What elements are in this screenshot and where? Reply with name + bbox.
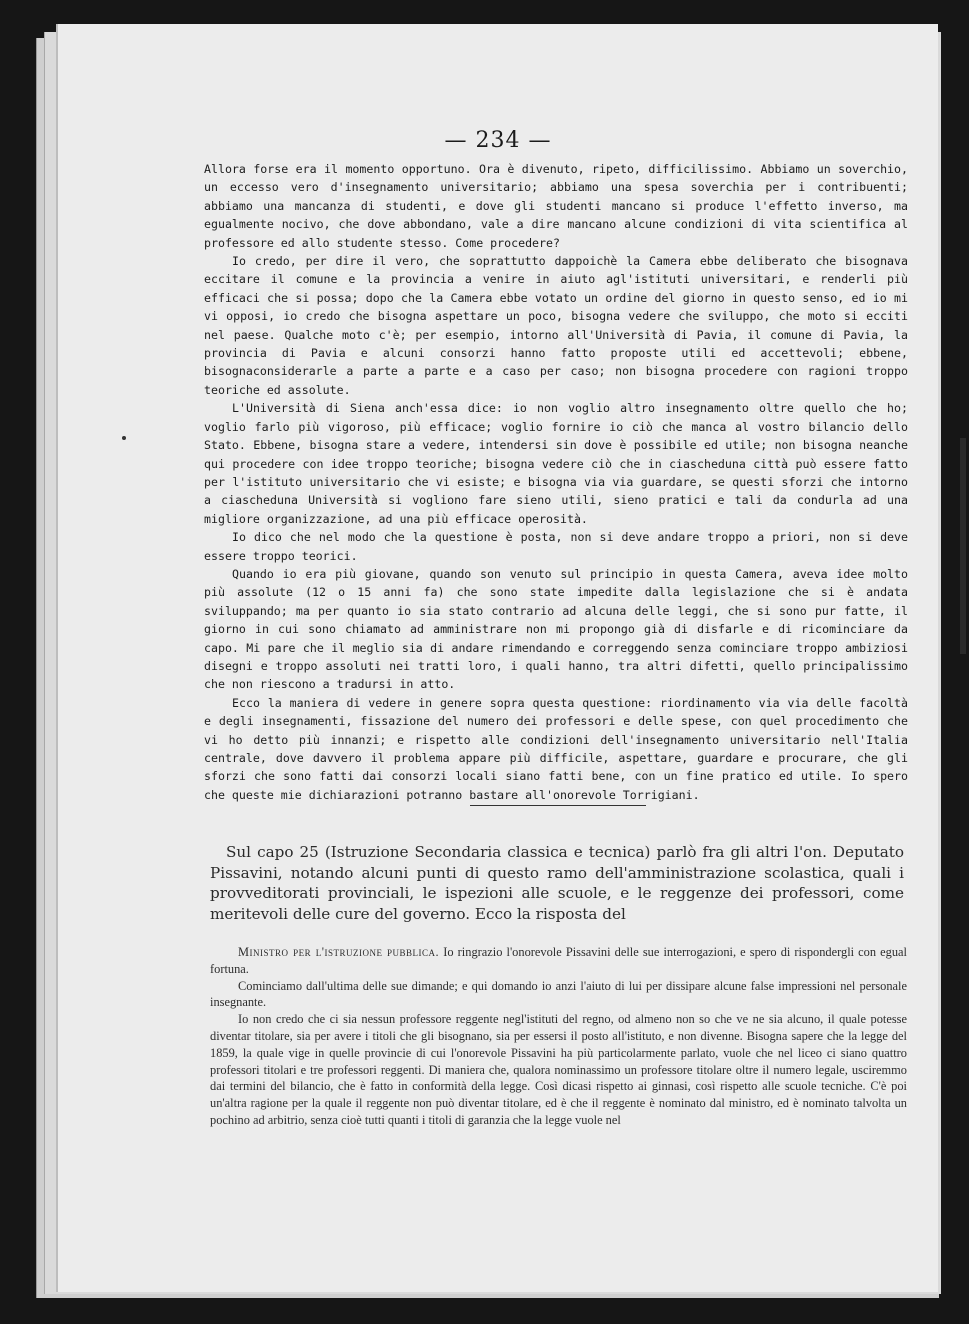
- reply-paragraph: Io non credo che ci sia nessun professore reggente negl'istituti del regno, od almeno non so che ve ne sia alcuno, il quale potesse diventar titolare, sia per avere i titoli che gli bisognano, sia per essersi il posto all'istituto, e non divenne. Bisogna sapere che la legge del 1859, la quale vige in quelle provincie di cui l'onorevole Pissavini ha più particolarmente parlato, vuole che nel liceo ci siano quattro professori titolari e tre professori reggenti. Di maniera che, qualora nominassimo un professore titolare oltre il numero legale, usciremmo dai termini del bilancio, che è fatto in conformità della legge. Così dicasi rispetto ai ginnasi, così rispetto alle scuole tecniche. C'è poi un'altra ragione per la quale il reggente non può diventar titolare, ed è che il reggente è nominato dal ministro, ed è nominato talvolta un pochino ad arbitrio, senza cioè tutti quanti i titoli di garanzia che la legge vuole nel: [210, 1012, 907, 1127]
- speech-paragraph: Quando io era più giovane, quando son venuto sul principio in questa Camera, aveva idee molto più assolute (12 o 15 anni fa) che sono state impedite dalla legislazione che si è andata sviluppando; ma per quanto io sia stato contrario ad alcuna delle leggi, che si sono pur fatte, il giorno in cui sono chiamato ad amministrare non mi propongo già di disfarle e di ricominciare da capo. Mi pare che il meglio sia di andare rimendando e correggendo senza cominciare troppo ambiziosi disegni e troppo assoluti nei tratti loro, i quali hanno, tra altri difetti, quello principalissimo che non riescono a tradursi in atto.: [204, 566, 908, 692]
- speech-paragraph: Allora forse era il momento opportuno. Ora è divenuto, ripeto, difficilissimo. Abbiamo un soverchio, un eccesso vero d'insegnamento universitario; abbiamo una spesa soverchia per i contribuenti; abbiamo una mancanza di studenti, e dove gli studenti mancano si produce l'effetto inverso, ma egualmente nocivo, che dove abbondano, vale a dire mancano alcune condizioni di vita scientifica al professore ed allo studente stesso. Come procedere?: [204, 162, 908, 250]
- speech-text: [204, 160, 908, 804]
- page-number: — 234 —: [444, 128, 552, 153]
- reply-paragraph: [210, 944, 907, 978]
- speech-paragraph: Ecco la maniera di vedere in genere sopra questa questione: riordinamento via via delle facoltà e degli insegnamenti, fissazione del numero dei professori e delle spese, con quel procedimento che vi ho detto più innanzi; e rispetto alle condizioni dell'insegnamento universitario nell'Italia centrale, dove davvero il problema appare più difficile, aspettare, guardare e procurare, che gli sforzi che sono fatti dai consorzi locali siano fatti bene, con un fine pratico ed utile. Io spero che queste mie dichiarazioni potranno bastare all'onorevole Torrigiani.: [204, 695, 908, 802]
- summary-paragraph: Sul capo 25 (Istruzione Secondaria classica e tecnica) parlò fra gli altri l'on. Deputato Pissavini, notando alcuni punti di questo ramo dell'amministrazione scolastica, quali i provveditorati provinciali, le ispezioni alle scuole, e le reggenze dei professori, come meritevoli delle cure del governo. Ecco la risposta del: [210, 843, 904, 923]
- document-page: [58, 24, 938, 1292]
- margin-dot: [122, 436, 126, 440]
- speaker-name: Ministro per l'istruzione pubblica.: [238, 945, 440, 959]
- speech-paragraph: Io credo, per dire il vero, che soprattutto dappoichè la Camera ebbe deliberato che bisognava eccitare il comune e la provincia a venire in aiuto agl'istituti universitari, e renderli più efficaci che si possa; dopo che la Camera ebbe votato un ordine del giorno in questo senso, ed io mi vi opposi, io credo che bisogna aspettare un poco, bisogna vedere che sviluppo, che moto si ecciti nel paese. Qualche moto c'è; per esempio, intorno all'Università di Pavia, il comune di Pavia, la provincia di Pavia e alcuni consorzi hanno fatto proposte utili ed accettevoli; ebbene, bisognaconsiderarle a parte a parte e a caso per caso; non bisogna procedere con ragioni troppo teoriche ed assolute.: [204, 254, 908, 397]
- scan-edge-mark: [960, 438, 966, 654]
- speech-paragraph: Io dico che nel modo che la questione è posta, non si deve andare troppo a priori, non si deve essere troppo teorici.: [204, 530, 908, 563]
- section-divider: [470, 805, 646, 806]
- minister-reply: [210, 944, 907, 1129]
- reply-opening: Io ringrazio l'onorevole Pissavini delle sue interrogazioni, e spero di rispondergli con egual fortuna.: [210, 945, 907, 976]
- speech-paragraph: L'Università di Siena anch'essa dice: io non voglio altro insegnamento oltre quello che ho; voglio farlo più vigoroso, più efficace; voglio fornire io ciò che manca al vostro bilancio dello Stato. Ebbene, bisogna stare a vedere, intendersi sin dove è possibile ed utile; non bisogna neanche qui procedere con idee troppo teoriche; bisogna vedere ciò che in ciascheduna città può essere fatto per l'istituto universitario che vi esiste; e bisogna via via guardare, se questi sforzi che intorno a ciascheduna Università si vogliono fare sieno utili, sieno pratici e tali da condurla ad una migliore organizzazione, ad una più efficace operosità.: [204, 401, 908, 526]
- summary-text: [210, 842, 904, 924]
- reply-paragraph: Cominciamo dall'ultima delle sue dimande; e qui domando io anzi l'aiuto di lui per dissipare alcune false impressioni nel personale insegnante.: [210, 978, 907, 1010]
